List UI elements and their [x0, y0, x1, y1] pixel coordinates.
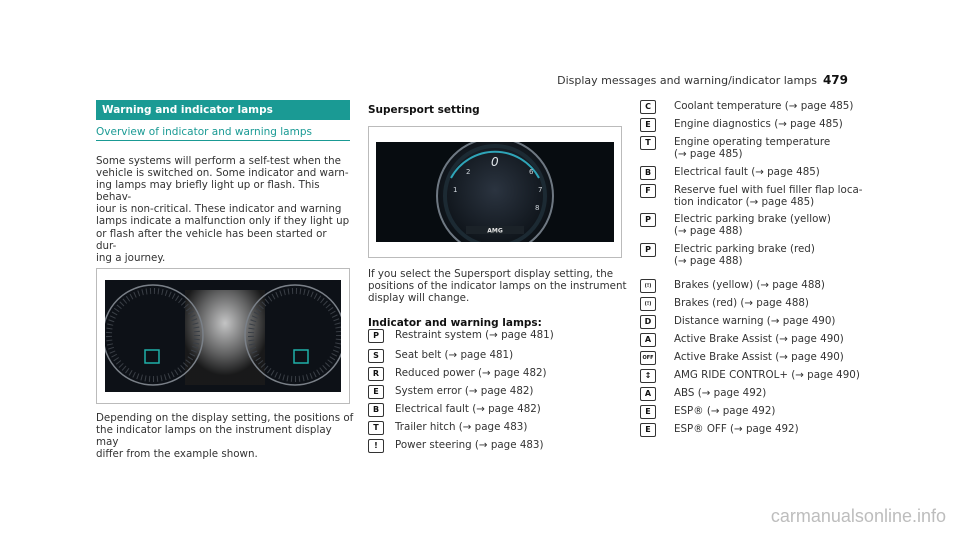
- indicator-label: Power steering (→ page 483): [395, 439, 544, 451]
- indicator-item: [640, 166, 820, 180]
- cluster-illustration: [105, 280, 341, 392]
- esp-icon: E: [640, 405, 656, 419]
- indicator-label: [674, 136, 830, 160]
- indicator-label-line: ABS (→ page 492): [674, 387, 767, 399]
- esp-off-icon: E: [640, 423, 656, 437]
- intro-line: Some systems will perform a self-test when the: [96, 155, 341, 167]
- svg-text:2: 2: [466, 168, 471, 176]
- indicator-label-line: Reserve fuel with fuel filler flap loca-: [674, 184, 863, 196]
- indicator-label-line: ESP® OFF (→ page 492): [674, 423, 799, 435]
- indicator-label-line: Electric parking brake (yellow): [674, 213, 831, 225]
- indicator-item: [640, 213, 831, 237]
- indicator-label-line: Electric parking brake (red): [674, 243, 815, 255]
- indicator-label-line: Engine operating temperature: [674, 136, 831, 148]
- battery-icon: B: [368, 403, 384, 417]
- indicator-label-line: Brakes (red) (→ page 488): [674, 297, 809, 309]
- battery-icon: B: [640, 166, 656, 180]
- para-line: If you select the Supersport display setting, the: [368, 268, 614, 280]
- restraint-icon: P: [368, 329, 384, 343]
- indicator-label: [674, 297, 809, 309]
- indicator-label-line: ESP® (→ page 492): [674, 405, 776, 417]
- indicator-item: [368, 403, 541, 417]
- indicator-label-line: (→ page 488): [674, 225, 743, 237]
- indicator-highlight: [145, 350, 159, 363]
- indicator-item: [640, 136, 830, 160]
- indicator-label-line: Active Brake Assist (→ page 490): [674, 333, 844, 345]
- intro-paragraph: [96, 155, 350, 264]
- indicator-item: [640, 100, 853, 114]
- instrument-cluster-figure: [96, 268, 350, 404]
- indicator-item: [640, 243, 815, 267]
- svg-text:1: 1: [453, 186, 458, 194]
- section-band: Warning and indicator lamps: [96, 100, 350, 120]
- park-brake-icon: P: [640, 243, 656, 257]
- indicator-item: [640, 315, 835, 329]
- amg-logo: AMG: [487, 227, 503, 235]
- indicator-item: [640, 297, 809, 311]
- para-line: positions of the indicator lamps on the instrument: [368, 280, 627, 293]
- header-title: Display messages and warning/indicator lamps: [557, 74, 817, 87]
- caption-line: Depending on the display setting, the positions of: [96, 412, 354, 424]
- indicator-item: [368, 421, 527, 435]
- indicator-label: [674, 213, 831, 237]
- intro-line: ing lamps may briefly light up or flash. This behav-: [96, 179, 320, 204]
- abs-icon: A: [640, 387, 656, 401]
- intro-line: vehicle is switched on. Some indicator and warn-: [96, 167, 349, 180]
- indicator-item: [640, 351, 844, 365]
- page-header: [557, 73, 848, 87]
- indicator-item: [368, 385, 533, 399]
- indicator-label-line: tion indicator (→ page 485): [674, 196, 815, 208]
- supersport-figure: [368, 126, 622, 258]
- system-error-icon: E: [368, 385, 384, 399]
- engine-temp-icon: T: [640, 136, 656, 150]
- svg-text:6: 6: [529, 168, 534, 176]
- seatbelt-icon: S: [368, 349, 384, 363]
- indicator-item: [640, 184, 863, 208]
- watermark: carmanualsonline.info: [770, 506, 946, 526]
- indicator-label: [674, 351, 844, 363]
- indicator-label: [674, 315, 835, 327]
- indicator-item: [368, 349, 513, 363]
- caption-line: the indicator lamps on the instrument display may: [96, 424, 332, 449]
- indicator-label-line: (→ page 485): [674, 148, 743, 160]
- indicator-highlight: [294, 350, 308, 363]
- para-line: display will change.: [368, 292, 470, 305]
- indicator-heading: Indicator and warning lamps:: [368, 317, 542, 329]
- indicator-label-line: Brakes (yellow) (→ page 488): [674, 279, 825, 291]
- indicator-item: [640, 423, 799, 437]
- indicator-label: [674, 387, 766, 399]
- indicator-item: [640, 279, 825, 293]
- amg-ride-icon: ↕: [640, 369, 656, 383]
- indicator-label: Reduced power (→ page 482): [395, 367, 547, 379]
- indicator-label: [674, 405, 775, 417]
- indicator-label-line: Active Brake Assist (→ page 490): [674, 351, 844, 363]
- distance-icon: D: [640, 315, 656, 329]
- indicator-item: [640, 118, 843, 132]
- svg-text:7: 7: [538, 186, 543, 194]
- coolant-icon: C: [640, 100, 656, 114]
- indicator-item: [640, 369, 860, 383]
- page-number: 479: [822, 73, 848, 87]
- brake-assist-off-icon: OFF: [640, 351, 656, 365]
- indicator-label: [674, 243, 815, 267]
- indicator-label: Electrical fault (→ page 482): [395, 403, 541, 415]
- indicator-label: [674, 369, 860, 381]
- indicator-label-line: Coolant temperature (→ page 485): [674, 100, 854, 112]
- indicator-item: [368, 439, 544, 453]
- indicator-label-line: AMG RIDE CONTROL+ (→ page 490): [674, 369, 860, 381]
- indicator-label-line: Engine diagnostics (→ page 485): [674, 118, 843, 130]
- indicator-label: [674, 423, 799, 435]
- brake-assist-icon: A: [640, 333, 656, 347]
- intro-line: or flash after the vehicle has been started or dur-: [96, 227, 327, 252]
- indicator-item: [368, 329, 554, 343]
- supersport-illustration: [376, 142, 614, 242]
- indicator-label: System error (→ page 482): [395, 385, 534, 397]
- indicator-item: [640, 405, 775, 419]
- trailer-icon: T: [368, 421, 384, 435]
- intro-line: iour is non-critical. These indicator and warning: [96, 203, 342, 216]
- indicator-label: [674, 100, 853, 112]
- reduced-power-icon: R: [368, 367, 384, 381]
- brake-icon: (!): [640, 297, 656, 311]
- indicator-label: [674, 118, 843, 130]
- figure-caption: [96, 412, 356, 460]
- column-1: [96, 100, 350, 284]
- indicator-label: Seat belt (→ page 481): [395, 349, 514, 361]
- indicator-label: [674, 333, 844, 345]
- indicator-label: Trailer hitch (→ page 483): [395, 421, 528, 433]
- indicator-label-line: Distance warning (→ page 490): [674, 315, 836, 327]
- fuel-icon: F: [640, 184, 656, 198]
- brake-icon: (!): [640, 279, 656, 293]
- indicator-label: Restraint system (→ page 481): [395, 329, 554, 341]
- steering-icon: !: [368, 439, 384, 453]
- intro-line: ing a journey.: [96, 251, 166, 264]
- svg-text:8: 8: [535, 204, 540, 212]
- indicator-item: [640, 333, 844, 347]
- indicator-label-line: (→ page 488): [674, 255, 743, 267]
- intro-line: lamps indicate a malfunction only if they light up: [96, 215, 350, 228]
- engine-icon: E: [640, 118, 656, 132]
- indicator-label: [674, 166, 820, 178]
- indicator-item: [640, 387, 766, 401]
- gear-indicator: 0: [491, 155, 499, 169]
- caption-line: differ from the example shown.: [96, 448, 258, 461]
- supersport-paragraph: [368, 268, 628, 304]
- indicator-label: [674, 279, 825, 291]
- supersport-heading: Supersport setting: [368, 104, 480, 116]
- indicator-label: [674, 184, 863, 208]
- subheading: Overview of indicator and warning lamps: [96, 126, 350, 141]
- indicator-label-line: Electrical fault (→ page 485): [674, 166, 820, 178]
- indicator-item: [368, 367, 547, 381]
- park-brake-icon: P: [640, 213, 656, 227]
